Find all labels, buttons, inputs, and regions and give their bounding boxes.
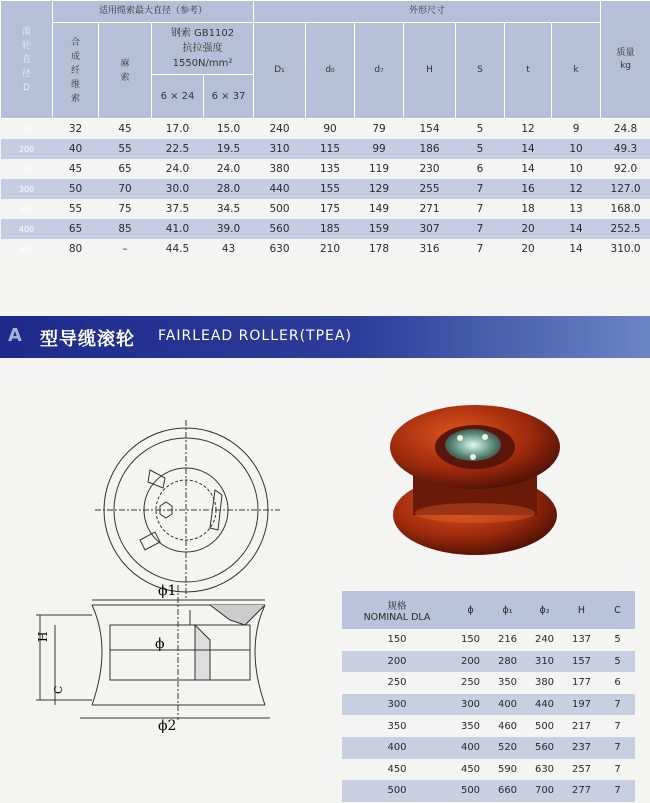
table-cell: 500: [534, 720, 555, 732]
table-cell: 310: [526, 651, 563, 673]
table-cell: 350: [18, 204, 35, 214]
table-cell: 37.5: [165, 203, 190, 215]
col-header-C: C: [600, 591, 635, 629]
dim-header-d0: d₀: [306, 23, 355, 119]
table-cell: 13: [569, 203, 583, 215]
table-cell: 271: [419, 203, 440, 215]
table-cell: 440: [254, 179, 306, 199]
table-cell: 115: [306, 139, 355, 159]
table-cell: 178: [368, 243, 390, 255]
table-cell: 137: [571, 634, 592, 646]
table-cell: 200: [1, 139, 53, 159]
table-cell: 150: [387, 634, 407, 646]
table-cell: 40: [53, 139, 99, 159]
table-cell: 257: [571, 763, 592, 775]
table-cell: 252.5: [601, 219, 650, 239]
table-cell: 55: [99, 139, 152, 159]
dimension-table-body: [1, 119, 650, 260]
table-cell: 250: [387, 677, 407, 689]
steel-sub-header-6x37: 6 × 37: [204, 75, 254, 119]
table-cell: 43: [221, 243, 236, 255]
table-cell: 85: [99, 219, 152, 239]
h-dimension-label: H: [36, 631, 50, 642]
table-cell: 32: [68, 123, 83, 135]
table-cell: 14: [569, 243, 583, 255]
table-cell: 310.0: [610, 243, 641, 255]
table-cell: 28.0: [204, 179, 254, 199]
table-cell: 380: [534, 677, 555, 689]
table-cell: 460: [497, 720, 518, 732]
table-cell: 660: [489, 780, 526, 802]
dim-header-d7: d₇: [355, 23, 404, 119]
table-cell: 24.0: [165, 163, 190, 175]
roller-photo: [385, 395, 560, 560]
table-cell: 19.5: [204, 139, 254, 159]
table-cell: 5: [476, 123, 484, 135]
table-cell: 500: [269, 203, 290, 215]
table-cell: 5: [456, 139, 505, 159]
table-cell: 380: [269, 163, 290, 175]
table-cell: 7: [476, 243, 484, 255]
table-cell: 210: [319, 243, 341, 255]
banner-title-en: FAIRLEAD ROLLER(TPEA): [158, 328, 352, 344]
table-cell: 240: [534, 634, 555, 646]
table-cell: 230: [419, 163, 440, 175]
nominal-diameter-header: 滚轮直径D: [1, 1, 53, 119]
table-cell: 150: [460, 634, 481, 646]
table-cell: 14: [521, 163, 535, 175]
table-cell: 129: [355, 179, 404, 199]
table-row: [1, 179, 650, 199]
table-row: [342, 629, 635, 651]
synthetic-fiber-header: 合成纤维索: [53, 23, 99, 119]
table-cell: 24.0: [216, 163, 241, 175]
table-cell: 400: [452, 737, 489, 759]
table-row: [1, 219, 650, 239]
table-cell: 18: [521, 203, 535, 215]
steel-sub-header-6x24: 6 × 24: [152, 75, 204, 119]
table-cell: 440: [526, 694, 563, 716]
table-row: [1, 239, 650, 259]
table-row: [342, 759, 635, 781]
table-cell: 217: [571, 720, 592, 732]
table-cell: 280: [489, 651, 526, 673]
table-cell: 92.0: [613, 163, 638, 175]
table-cell: 10: [569, 163, 583, 175]
table-cell: 157: [563, 651, 600, 673]
table-cell: 30.0: [152, 179, 204, 199]
table-cell: 70: [99, 179, 152, 199]
phi-label: ϕ: [155, 636, 165, 652]
table-cell: 560: [526, 737, 563, 759]
table-cell: 5: [614, 634, 621, 646]
table-cell: 200: [342, 651, 452, 673]
section-banner: [0, 316, 650, 358]
steel-rope-header: 钢索 GB1102 抗拉强度 1550N/mm²: [152, 23, 254, 75]
table-cell: 20: [521, 243, 535, 255]
table-row: [342, 737, 635, 759]
table-cell: 237: [563, 737, 600, 759]
dim-header-k: k: [552, 23, 601, 119]
c-dimension-label: C: [52, 685, 65, 694]
table-cell: 185: [306, 219, 355, 239]
table-cell: 10: [552, 139, 601, 159]
table-cell: 7: [600, 780, 635, 802]
table-cell: 6: [476, 163, 484, 175]
table-cell: 12: [521, 123, 535, 135]
table-cell: 65: [53, 219, 99, 239]
table-cell: 350: [387, 720, 407, 732]
dim-header-D1: D₁: [254, 23, 306, 119]
table-cell: 300: [452, 694, 489, 716]
table-row: [1, 119, 650, 140]
table-cell: 450: [387, 763, 407, 775]
table-cell: 400: [342, 737, 452, 759]
table-cell: 50: [53, 179, 99, 199]
table-cell: 7: [614, 763, 621, 775]
table-cell: 316: [419, 243, 440, 255]
table-cell: 127.0: [601, 179, 650, 199]
dim-header-H: H: [404, 23, 456, 119]
table-cell: 15.0: [216, 123, 241, 135]
table-cell: 135: [319, 163, 341, 175]
table-cell: 14: [505, 139, 552, 159]
table-cell: 16: [505, 179, 552, 199]
specification-table: [342, 591, 635, 802]
banner-title-cn: 型导缆滚轮: [40, 329, 135, 350]
phi1-label: ϕ1: [158, 583, 177, 599]
table-cell: 300: [342, 694, 452, 716]
nominal-header: 规格 NOMINAL DLA: [342, 591, 452, 629]
dim-header-S: S: [456, 23, 505, 119]
table-cell: 7: [614, 720, 621, 732]
table-cell: 20: [505, 219, 552, 239]
table-cell: 277: [563, 780, 600, 802]
table-cell: 150: [18, 124, 35, 134]
table-cell: 9: [572, 123, 580, 135]
table-cell: 5: [600, 651, 635, 673]
table-cell: 154: [419, 123, 440, 135]
outline-dimensions-header: 外形尺寸: [254, 1, 601, 23]
table-row: [342, 715, 635, 737]
table-cell: 7: [476, 203, 484, 215]
table-cell: 250: [18, 164, 35, 174]
specification-table-body: [342, 629, 635, 802]
technical-drawing: [0, 400, 300, 803]
dimension-table: [0, 0, 650, 259]
table-cell: 149: [368, 203, 390, 215]
table-cell: 700: [526, 780, 563, 802]
table-cell: 12: [552, 179, 601, 199]
table-cell: 55: [68, 203, 83, 215]
table-cell: 7: [456, 219, 505, 239]
table-cell: 630: [534, 763, 555, 775]
table-cell: 197: [563, 694, 600, 716]
table-cell: 310: [254, 139, 306, 159]
table-cell: 240: [269, 123, 290, 135]
table-cell: 500: [452, 780, 489, 802]
table-cell: 75: [118, 203, 132, 215]
table-cell: 7: [600, 737, 635, 759]
table-cell: 216: [497, 634, 518, 646]
table-cell: 500: [342, 780, 452, 802]
table-cell: 300: [1, 179, 53, 199]
table-cell: 39.0: [204, 219, 254, 239]
table-cell: 177: [571, 677, 592, 689]
table-cell: 90: [323, 123, 337, 135]
table-cell: 520: [489, 737, 526, 759]
table-cell: 168.0: [610, 203, 641, 215]
phi2-label: ϕ2: [158, 718, 177, 734]
table-cell: 24.8: [613, 123, 638, 135]
table-cell: 7: [456, 179, 505, 199]
table-row: [342, 651, 635, 673]
table-row: [342, 694, 635, 716]
table-cell: 175: [319, 203, 341, 215]
hemp-rope-header: 麻索: [99, 23, 152, 119]
cable-diameter-header: 适用缆索最大直径（参考）: [53, 1, 254, 23]
table-cell: 250: [460, 677, 481, 689]
table-cell: 49.3: [601, 139, 650, 159]
table-cell: 590: [497, 763, 518, 775]
table-cell: 7: [600, 694, 635, 716]
table-row: [342, 672, 635, 694]
col-header-phi: ϕ: [452, 591, 489, 629]
dim-header-t: t: [505, 23, 552, 119]
table-cell: 560: [254, 219, 306, 239]
table-cell: 450: [18, 244, 35, 254]
table-cell: 155: [306, 179, 355, 199]
table-cell: 65: [118, 163, 132, 175]
table-row: [1, 199, 650, 219]
table-cell: 22.5: [152, 139, 204, 159]
table-cell: 34.5: [216, 203, 241, 215]
table-row: [342, 780, 635, 802]
table-cell: 41.0: [152, 219, 204, 239]
table-cell: –: [122, 243, 128, 255]
table-cell: 350: [460, 720, 481, 732]
table-cell: 400: [1, 219, 53, 239]
table-row: [1, 139, 650, 159]
table-cell: 350: [497, 677, 518, 689]
table-cell: 17.0: [165, 123, 190, 135]
banner-type-letter: A: [8, 325, 23, 346]
col-header-H: H: [563, 591, 600, 629]
table-row: [1, 159, 650, 179]
table-cell: 45: [68, 163, 83, 175]
table-cell: 450: [460, 763, 481, 775]
col-header-phi2: ϕ₂: [526, 591, 563, 629]
table-cell: 200: [452, 651, 489, 673]
table-cell: 14: [552, 219, 601, 239]
table-cell: 44.5: [165, 243, 190, 255]
table-cell: 80: [68, 243, 83, 255]
table-cell: 307: [404, 219, 456, 239]
col-header-phi1: ϕ₁: [489, 591, 526, 629]
table-cell: 186: [404, 139, 456, 159]
table-cell: 6: [614, 677, 621, 689]
table-cell: 159: [355, 219, 404, 239]
table-cell: 45: [118, 123, 132, 135]
table-cell: 630: [269, 243, 290, 255]
table-cell: 255: [404, 179, 456, 199]
table-cell: 400: [489, 694, 526, 716]
table-cell: 119: [368, 163, 390, 175]
table-cell: 79: [372, 123, 386, 135]
table-cell: 99: [355, 139, 404, 159]
mass-header: 质量 kg: [601, 1, 650, 119]
